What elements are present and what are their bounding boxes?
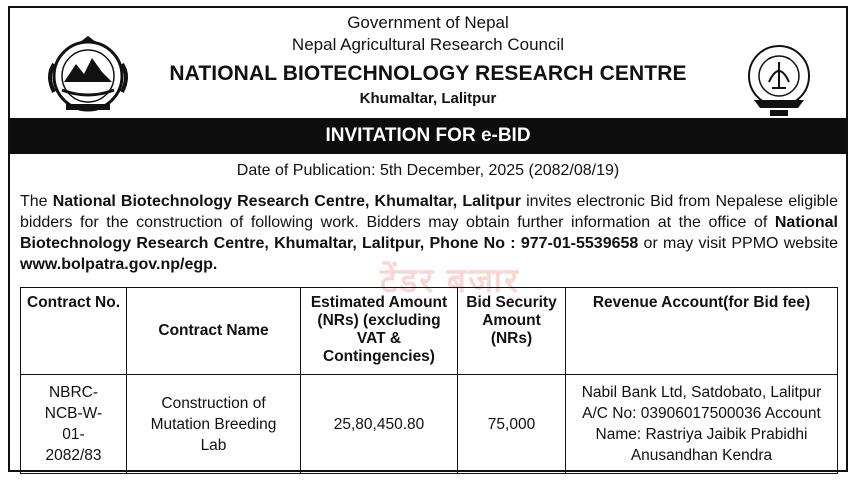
- paragraph-org-name: National Biotechnology Research Centre, Khumaltar, Lalitpur: [52, 193, 521, 210]
- bid-table: [20, 287, 838, 474]
- header-bid-security: Bid Security Amount (NRs): [458, 288, 566, 375]
- watermark: टेंडर बजार: [380, 262, 521, 300]
- header-estimated-amount: Estimated Amount (NRs) (excluding VAT & Contingencies): [301, 288, 458, 375]
- cell-revenue-account: Nabil Bank Ltd, Satdobato, Lalitpur A/C No: 03906017500036 Account Name: Rastriya Jaibik Prabidhi Anusandhan Kendra: [566, 375, 838, 474]
- cell-bid-security: 75,000: [458, 375, 566, 474]
- header-contract-name: Contract Name: [127, 288, 301, 375]
- notice-frame: [8, 6, 848, 472]
- government-line: Government of Nepal: [347, 13, 509, 32]
- narc-logo: [738, 40, 820, 118]
- table-row: [21, 375, 838, 474]
- ppmo-website: www.bolpatra.gov.np/egp.: [20, 256, 218, 273]
- organization-location: Khumaltar, Lalitpur: [359, 90, 497, 107]
- publication-date: Date of Publication: 5th December, 2025 (2082/08/19): [236, 162, 620, 179]
- paragraph-contact: National Biotechnology Research Centre, Khumaltar, Lalitpur, Phone No : 977-01-5539658: [20, 214, 838, 252]
- council-line: Nepal Agricultural Research Council: [291, 35, 565, 54]
- paragraph-text: The: [20, 193, 53, 210]
- cell-contract-no: NBRC-NCB-W-01-2082/83: [21, 375, 127, 474]
- organization-title: NATIONAL BIOTECHNOLOGY RESEARCH CENTRE: [169, 62, 687, 85]
- cell-contract-name: Construction of Mutation Breeding Lab: [127, 375, 301, 474]
- header-contract-no: Contract No.: [21, 288, 127, 375]
- cell-estimated-amount: 25,80,450.80: [301, 375, 458, 474]
- notice-header: [10, 8, 846, 118]
- header-revenue-account: Revenue Account(for Bid fee): [566, 288, 838, 375]
- invitation-banner: INVITATION FOR e-BID: [10, 118, 846, 154]
- paragraph-text: or may visit PPMO website: [638, 235, 838, 252]
- table-header-row: [21, 288, 838, 375]
- paragraph-text: invites electronic Bid from Nepalese eligible bidders for the construction of following work. Bidders may obtain further information at the office of: [20, 193, 839, 231]
